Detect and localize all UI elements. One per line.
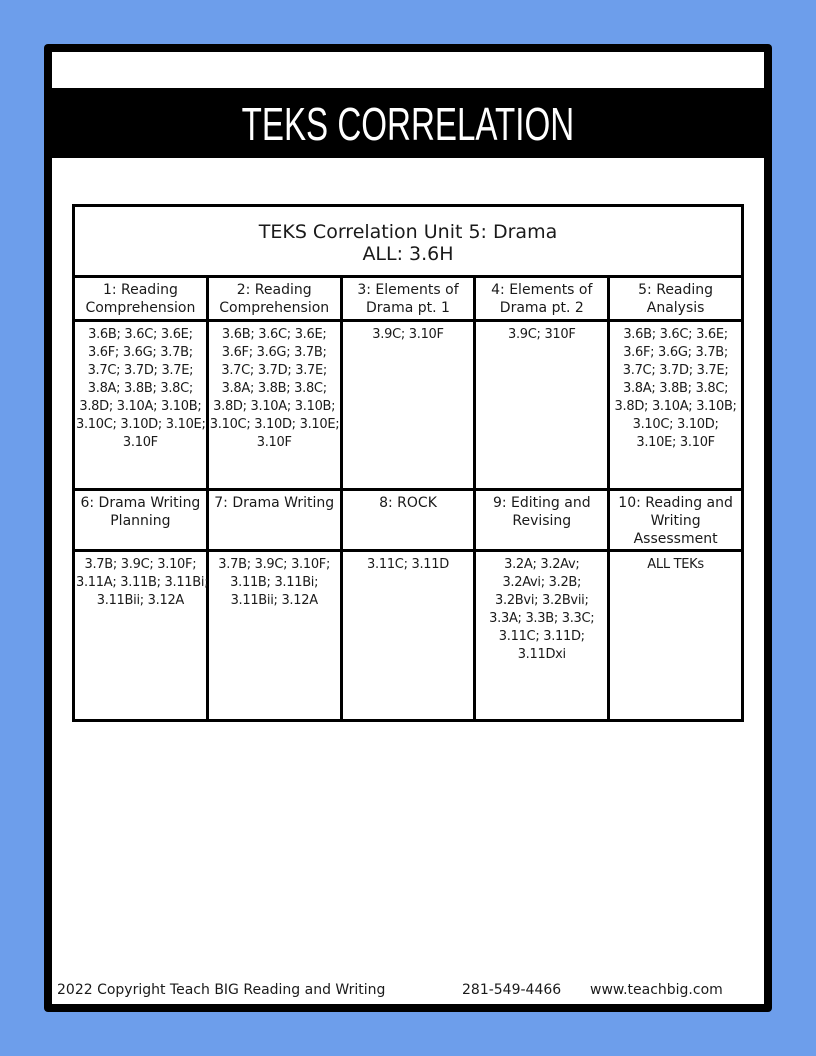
lesson-title-line: 5: Reading [638,282,714,298]
standards-line: 3.6F; 3.6G; 3.7B; [623,345,728,360]
lesson-header-cell [207,277,341,321]
standards-line: 3.6B; 3.6C; 3.6E; [623,327,728,342]
standards-line: 3.6B; 3.6C; 3.6E; [221,327,327,342]
table-caption-row [74,206,743,277]
standards-line: 3.7C; 3.7D; 3.7E; [221,363,328,378]
footer-phone: 281-549-4466 [462,982,562,998]
standards-line: 3.9C; 3.10F [372,327,444,342]
standards-line: 3.10C; 3.10D; 3.10E; [209,417,340,432]
standards-line: 3.11B; 3.11Bi; [230,575,319,590]
standards-line: 3.7C; 3.7D; 3.7E; [622,363,729,378]
standards-line: ALL TEKs [647,557,704,572]
standards-line: 3.2Avi; 3.2B; [502,575,582,590]
lesson-title-line: Revising [512,513,572,529]
lesson-title-line: 8: ROCK [379,495,437,511]
standards-line: 3.10E; 3.10F [636,435,715,450]
lesson-title-line: 3: Elements of [357,282,459,298]
standards-line: 3.11C; 3.11D [367,557,449,572]
standards-line: 3.6B; 3.6C; 3.6E; [88,327,193,342]
standards-line: 3.6F; 3.6G; 3.7B; [221,345,327,360]
document-page [52,52,764,1004]
lesson-title-line: 7: Drama Writing [214,495,335,511]
standards-line: 3.10C; 3.10D; [632,417,719,432]
standards-line: 3.11Dxi [517,647,566,662]
lesson-header-cell [609,277,743,321]
standards-cell [609,321,743,490]
lesson-title-line: Assessment [633,531,718,547]
standards-cell [74,551,208,721]
footer-website-link[interactable]: www.teachbig.com [590,982,723,998]
standards-line: 3.7B; 3.9C; 3.10F; [218,557,331,572]
lesson-title-line: 9: Editing and [492,495,591,511]
lesson-header-cell [475,490,609,551]
standards-cell [475,551,609,721]
lesson-header-cell [74,277,208,321]
lesson-title-line: Drama pt. 2 [499,300,584,316]
lesson-title-line: 2: Reading [236,282,312,298]
standards-cell [74,321,208,490]
standards-line: 3.8A; 3.8B; 3.8C; [221,381,327,396]
lesson-header-cell [207,490,341,551]
title-banner [52,88,764,158]
lesson-title-line: Comprehension [219,300,330,316]
lesson-header-cell [341,490,475,551]
lesson-title-line: 10: Reading and [618,495,733,511]
standards-cell [207,551,341,721]
standards-line: 3.10F [122,435,158,450]
standards-line: 3.7C; 3.7D; 3.7E; [87,363,194,378]
standards-row [74,551,743,721]
lesson-title-line: Writing [650,513,701,529]
standards-line: 3.11A; 3.11B; 3.11Bi; [76,575,209,590]
lesson-title-line: 4: Elements of [491,282,593,298]
page-title: TEKS CORRELATION [241,98,575,150]
standards-line: 3.3A; 3.3B; 3.3C; [489,611,595,626]
lesson-header-cell [341,277,475,321]
standards-row [74,321,743,490]
standards-line: 3.2Bvi; 3.2Bvii; [495,593,589,608]
standards-line: 3.10C; 3.10D; 3.10E; [76,417,206,432]
footer-copyright: 2022 Copyright Teach BIG Reading and Writing [57,982,386,998]
lesson-header-cell [609,490,743,551]
lesson-title-line: Drama pt. 1 [366,300,450,316]
standards-cell [475,321,609,490]
lesson-header-row [74,490,743,551]
standards-line: 3.8A; 3.8B; 3.8C; [87,381,193,396]
standards-cell [207,321,341,490]
standards-line: 3.8A; 3.8B; 3.8C; [622,381,729,396]
table-caption [74,206,743,277]
standards-line: 3.8D; 3.10A; 3.10B; [79,399,202,414]
standards-cell [341,551,475,721]
standards-line: 3.9C; 310F [508,327,576,342]
lesson-title-line: 1: Reading [102,282,178,298]
standards-line: 3.11Bii; 3.12A [96,593,185,608]
standards-line: 3.7B; 3.9C; 3.10F; [84,557,197,572]
lesson-header-cell [74,490,208,551]
standards-line: 3.11C; 3.11D; [498,629,585,644]
caption-subtitle: ALL: 3.6H [362,243,454,265]
standards-line: 3.2A; 3.2Av; [504,557,580,572]
lesson-title-line: Planning [110,513,171,529]
teks-correlation-table [72,204,744,722]
standards-cell [341,321,475,490]
lesson-title-line: 6: Drama Writing [80,495,201,511]
lesson-title-line: Analysis [646,300,705,316]
standards-line: 3.6F; 3.6G; 3.7B; [87,345,193,360]
lesson-title-line: Comprehension [85,300,196,316]
lesson-header-cell [475,277,609,321]
standards-line: 3.10F [256,435,292,450]
standards-line: 3.8D; 3.10A; 3.10B; [213,399,336,414]
lesson-header-row [74,277,743,321]
standards-line: 3.8D; 3.10A; 3.10B; [614,399,737,414]
standards-line: 3.11Bii; 3.12A [230,593,318,608]
caption-title: TEKS Correlation Unit 5: Drama [258,221,558,243]
standards-cell [609,551,743,721]
